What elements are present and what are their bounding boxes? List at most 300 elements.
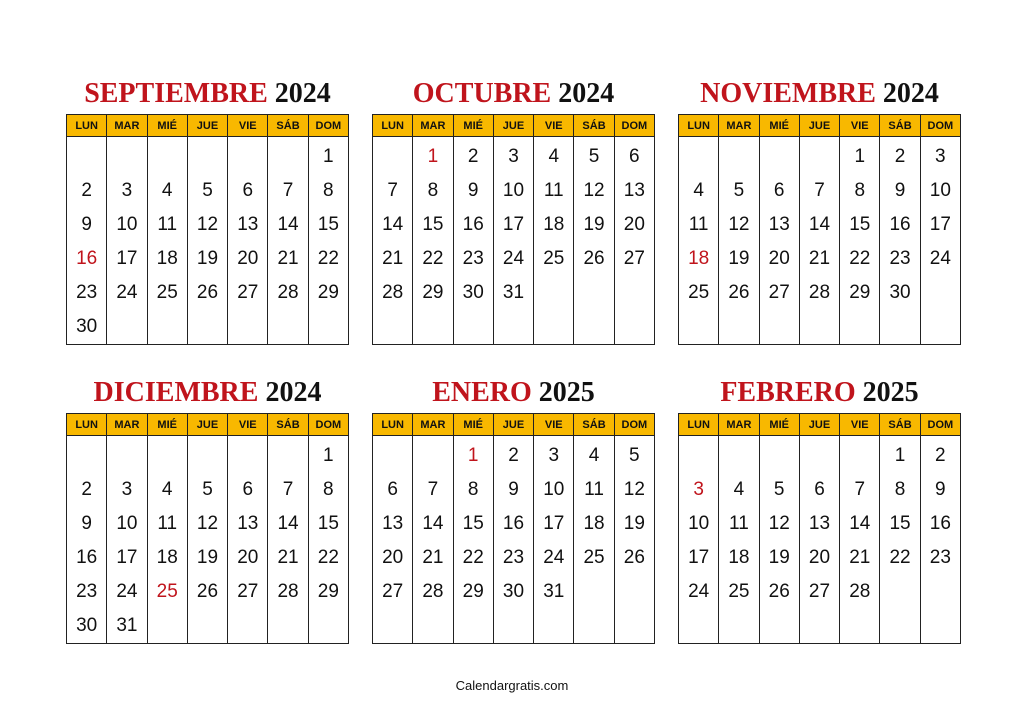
day-cell: 29: [413, 276, 453, 310]
empty-day-cell: [840, 609, 880, 644]
weekday-header-sat: SÁB: [574, 115, 614, 137]
day-cell: 19: [187, 541, 227, 575]
day-cell: 12: [574, 174, 614, 208]
day-cell: 11: [719, 507, 759, 541]
day-cell: 9: [67, 208, 107, 242]
weekday-header-fri: VIE: [534, 414, 574, 436]
day-cell: 21: [413, 541, 453, 575]
weekday-header-sat: SÁB: [574, 414, 614, 436]
day-cell: 30: [453, 276, 493, 310]
weekday-header-sun: DOM: [614, 414, 654, 436]
week-row: [373, 507, 655, 541]
weekday-header-wed: MIÉ: [147, 115, 187, 137]
empty-day-cell: [679, 609, 719, 644]
month-title: [372, 373, 655, 413]
day-cell: 14: [413, 507, 453, 541]
empty-day-cell: [614, 310, 654, 345]
weekday-header-tue: MAR: [719, 414, 759, 436]
weekday-header-sun: DOM: [920, 414, 960, 436]
day-cell: 23: [67, 276, 107, 310]
empty-day-cell: [920, 575, 960, 609]
holiday-day-cell: 1: [453, 436, 493, 474]
week-row: [67, 276, 349, 310]
empty-day-cell: [719, 310, 759, 345]
empty-day-cell: [228, 609, 268, 644]
weekday-header-fri: VIE: [228, 414, 268, 436]
weekday-header-wed: MIÉ: [147, 414, 187, 436]
week-row: [67, 242, 349, 276]
weekday-header-wed: MIÉ: [759, 115, 799, 137]
month-name: SEPTIEMBRE: [84, 78, 268, 109]
empty-day-cell: [493, 609, 533, 644]
day-cell: 16: [67, 541, 107, 575]
day-cell: 4: [679, 174, 719, 208]
week-row: [679, 609, 961, 644]
holiday-day-cell: 16: [67, 242, 107, 276]
month-grid: [372, 413, 655, 644]
day-cell: 21: [268, 541, 308, 575]
holiday-day-cell: 18: [679, 242, 719, 276]
day-cell: 2: [880, 137, 920, 175]
weekday-header-thu: JUE: [187, 414, 227, 436]
day-cell: 6: [759, 174, 799, 208]
day-cell: 10: [107, 208, 147, 242]
empty-day-cell: [268, 310, 308, 345]
day-cell: 4: [534, 137, 574, 175]
day-cell: 17: [107, 541, 147, 575]
day-cell: 20: [759, 242, 799, 276]
week-row: [67, 575, 349, 609]
day-cell: 26: [759, 575, 799, 609]
empty-day-cell: [679, 436, 719, 474]
holiday-day-cell: 25: [147, 575, 187, 609]
week-row: [373, 276, 655, 310]
weekday-header-mon: LUN: [373, 115, 413, 137]
day-cell: 21: [268, 242, 308, 276]
day-cell: 17: [679, 541, 719, 575]
weekday-header-row: [373, 115, 655, 137]
week-row: [373, 137, 655, 175]
day-cell: 15: [840, 208, 880, 242]
empty-day-cell: [719, 137, 759, 175]
weekday-header-sun: DOM: [920, 115, 960, 137]
day-cell: 26: [719, 276, 759, 310]
day-cell: 13: [759, 208, 799, 242]
empty-day-cell: [493, 310, 533, 345]
day-cell: 15: [413, 208, 453, 242]
empty-day-cell: [308, 609, 348, 644]
day-cell: 12: [187, 208, 227, 242]
day-cell: 29: [840, 276, 880, 310]
weekday-header-sat: SÁB: [268, 414, 308, 436]
empty-day-cell: [614, 575, 654, 609]
empty-day-cell: [799, 310, 839, 345]
weekday-header-sun: DOM: [308, 414, 348, 436]
empty-day-cell: [308, 310, 348, 345]
day-cell: 16: [920, 507, 960, 541]
day-cell: 4: [147, 473, 187, 507]
day-cell: 27: [373, 575, 413, 609]
day-cell: 27: [228, 276, 268, 310]
month-grid: [66, 413, 349, 644]
day-cell: 26: [574, 242, 614, 276]
day-cell: 9: [880, 174, 920, 208]
day-cell: 11: [534, 174, 574, 208]
day-cell: 5: [759, 473, 799, 507]
day-cell: 20: [228, 242, 268, 276]
day-cell: 25: [719, 575, 759, 609]
empty-day-cell: [759, 436, 799, 474]
day-cell: 8: [413, 174, 453, 208]
empty-day-cell: [679, 137, 719, 175]
day-cell: 6: [799, 473, 839, 507]
week-row: [67, 208, 349, 242]
month-year: 2024: [882, 78, 939, 109]
day-cell: 15: [308, 208, 348, 242]
day-cell: 17: [920, 208, 960, 242]
week-row: [373, 208, 655, 242]
empty-day-cell: [187, 609, 227, 644]
holiday-day-cell: 1: [413, 137, 453, 175]
day-cell: 31: [107, 609, 147, 644]
day-cell: 2: [453, 137, 493, 175]
day-cell: 23: [493, 541, 533, 575]
day-cell: 27: [614, 242, 654, 276]
empty-day-cell: [880, 609, 920, 644]
weekday-header-thu: JUE: [493, 115, 533, 137]
day-cell: 11: [574, 473, 614, 507]
day-cell: 19: [614, 507, 654, 541]
empty-day-cell: [920, 276, 960, 310]
empty-day-cell: [574, 575, 614, 609]
empty-day-cell: [268, 436, 308, 474]
empty-day-cell: [574, 310, 614, 345]
day-cell: 8: [840, 174, 880, 208]
empty-day-cell: [228, 436, 268, 474]
weekday-header-tue: MAR: [719, 115, 759, 137]
day-cell: 18: [147, 541, 187, 575]
empty-day-cell: [534, 310, 574, 345]
week-row: [373, 575, 655, 609]
day-cell: 25: [574, 541, 614, 575]
day-cell: 30: [67, 609, 107, 644]
day-cell: 1: [308, 137, 348, 175]
holiday-day-cell: 3: [679, 473, 719, 507]
empty-day-cell: [187, 137, 227, 175]
day-cell: 28: [268, 575, 308, 609]
weekday-header-sun: DOM: [614, 115, 654, 137]
day-cell: 9: [920, 473, 960, 507]
day-cell: 29: [308, 575, 348, 609]
day-cell: 3: [493, 137, 533, 175]
day-cell: 5: [614, 436, 654, 474]
day-cell: 28: [373, 276, 413, 310]
empty-day-cell: [799, 609, 839, 644]
day-cell: 5: [187, 473, 227, 507]
empty-day-cell: [799, 436, 839, 474]
weekday-header-fri: VIE: [534, 115, 574, 137]
day-cell: 4: [574, 436, 614, 474]
week-row: [679, 436, 961, 474]
day-cell: 9: [67, 507, 107, 541]
weekday-header-mon: LUN: [679, 414, 719, 436]
day-cell: 3: [107, 473, 147, 507]
day-cell: 12: [187, 507, 227, 541]
empty-day-cell: [67, 137, 107, 175]
day-cell: 7: [413, 473, 453, 507]
day-cell: 22: [453, 541, 493, 575]
day-cell: 24: [534, 541, 574, 575]
day-cell: 22: [413, 242, 453, 276]
day-cell: 24: [920, 242, 960, 276]
day-cell: 10: [534, 473, 574, 507]
weekday-header-sat: SÁB: [880, 115, 920, 137]
week-row: [679, 473, 961, 507]
week-row: [67, 473, 349, 507]
month-calendar-febrero: [678, 373, 961, 644]
empty-day-cell: [147, 310, 187, 345]
week-row: [67, 137, 349, 175]
week-row: [373, 242, 655, 276]
day-cell: 20: [228, 541, 268, 575]
week-row: [67, 174, 349, 208]
day-cell: 23: [920, 541, 960, 575]
day-cell: 9: [493, 473, 533, 507]
day-cell: 29: [308, 276, 348, 310]
day-cell: 8: [308, 473, 348, 507]
empty-day-cell: [574, 276, 614, 310]
day-cell: 8: [308, 174, 348, 208]
day-cell: 26: [614, 541, 654, 575]
empty-day-cell: [67, 436, 107, 474]
day-cell: 15: [453, 507, 493, 541]
month-grid: [66, 114, 349, 345]
day-cell: 14: [268, 507, 308, 541]
week-row: [679, 137, 961, 175]
week-row: [373, 436, 655, 474]
empty-day-cell: [453, 609, 493, 644]
day-cell: 31: [534, 575, 574, 609]
month-calendar-noviembre: [678, 74, 961, 345]
day-cell: 6: [373, 473, 413, 507]
month-calendar-diciembre: [66, 373, 349, 644]
day-cell: 11: [147, 208, 187, 242]
weekday-header-tue: MAR: [413, 414, 453, 436]
empty-day-cell: [373, 310, 413, 345]
day-cell: 10: [493, 174, 533, 208]
empty-day-cell: [187, 310, 227, 345]
day-cell: 21: [799, 242, 839, 276]
weekday-header-mon: LUN: [679, 115, 719, 137]
empty-day-cell: [920, 310, 960, 345]
empty-day-cell: [373, 137, 413, 175]
month-grid: [678, 413, 961, 644]
empty-day-cell: [759, 310, 799, 345]
weekday-header-wed: MIÉ: [453, 414, 493, 436]
day-cell: 7: [268, 473, 308, 507]
empty-day-cell: [413, 609, 453, 644]
week-row: [373, 174, 655, 208]
day-cell: 4: [719, 473, 759, 507]
empty-day-cell: [799, 137, 839, 175]
day-cell: 26: [187, 575, 227, 609]
day-cell: 11: [679, 208, 719, 242]
empty-day-cell: [759, 609, 799, 644]
day-cell: 19: [574, 208, 614, 242]
day-cell: 13: [373, 507, 413, 541]
empty-day-cell: [534, 276, 574, 310]
weekday-header-wed: MIÉ: [453, 115, 493, 137]
empty-day-cell: [534, 609, 574, 644]
day-cell: 18: [147, 242, 187, 276]
weekday-header-mon: LUN: [373, 414, 413, 436]
day-cell: 18: [719, 541, 759, 575]
day-cell: 15: [308, 507, 348, 541]
day-cell: 30: [880, 276, 920, 310]
month-calendar-enero: [372, 373, 655, 644]
weekday-header-fri: VIE: [840, 414, 880, 436]
week-row: [679, 507, 961, 541]
week-row: [679, 541, 961, 575]
day-cell: 23: [67, 575, 107, 609]
month-year: 2025: [862, 377, 919, 408]
day-cell: 1: [840, 137, 880, 175]
weekday-header-thu: JUE: [799, 414, 839, 436]
day-cell: 20: [373, 541, 413, 575]
day-cell: 25: [534, 242, 574, 276]
day-cell: 7: [268, 174, 308, 208]
month-grid: [372, 114, 655, 345]
day-cell: 30: [493, 575, 533, 609]
weekday-header-fri: VIE: [840, 115, 880, 137]
day-cell: 28: [799, 276, 839, 310]
month-year: 2025: [538, 377, 595, 408]
day-cell: 24: [107, 575, 147, 609]
day-cell: 13: [799, 507, 839, 541]
empty-day-cell: [107, 137, 147, 175]
weekday-header-thu: JUE: [493, 414, 533, 436]
empty-day-cell: [719, 609, 759, 644]
weekday-header-thu: JUE: [799, 115, 839, 137]
empty-day-cell: [147, 609, 187, 644]
week-row: [373, 473, 655, 507]
day-cell: 13: [228, 507, 268, 541]
empty-day-cell: [614, 609, 654, 644]
empty-day-cell: [880, 575, 920, 609]
day-cell: 3: [107, 174, 147, 208]
day-cell: 27: [799, 575, 839, 609]
day-cell: 3: [920, 137, 960, 175]
month-calendar-septiembre: [66, 74, 349, 345]
day-cell: 28: [268, 276, 308, 310]
month-name: NOVIEMBRE: [700, 78, 876, 109]
month-name: ENERO: [432, 377, 532, 408]
week-row: [67, 310, 349, 345]
month-title: [372, 74, 655, 114]
day-cell: 16: [453, 208, 493, 242]
empty-day-cell: [614, 276, 654, 310]
day-cell: 26: [187, 276, 227, 310]
empty-day-cell: [840, 310, 880, 345]
weekday-header-tue: MAR: [107, 414, 147, 436]
empty-day-cell: [373, 436, 413, 474]
weekday-header-sat: SÁB: [880, 414, 920, 436]
month-year: 2024: [265, 377, 322, 408]
weekday-header-row: [679, 115, 961, 137]
day-cell: 22: [308, 242, 348, 276]
empty-day-cell: [107, 310, 147, 345]
day-cell: 5: [187, 174, 227, 208]
day-cell: 24: [107, 276, 147, 310]
day-cell: 14: [373, 208, 413, 242]
month-name: DICIEMBRE: [93, 377, 259, 408]
weekday-header-wed: MIÉ: [759, 414, 799, 436]
day-cell: 14: [799, 208, 839, 242]
empty-day-cell: [107, 436, 147, 474]
empty-day-cell: [679, 310, 719, 345]
day-cell: 10: [920, 174, 960, 208]
day-cell: 25: [147, 276, 187, 310]
day-cell: 20: [799, 541, 839, 575]
weekday-header-tue: MAR: [413, 115, 453, 137]
day-cell: 8: [880, 473, 920, 507]
day-cell: 22: [880, 541, 920, 575]
footer-credit: Calendargratis.com: [455, 678, 569, 693]
day-cell: 20: [614, 208, 654, 242]
weekday-header-thu: JUE: [187, 115, 227, 137]
weekday-header-row: [679, 414, 961, 436]
weekday-header-sun: DOM: [308, 115, 348, 137]
day-cell: 18: [574, 507, 614, 541]
day-cell: 17: [493, 208, 533, 242]
week-row: [67, 436, 349, 474]
day-cell: 22: [308, 541, 348, 575]
empty-day-cell: [373, 609, 413, 644]
day-cell: 27: [759, 276, 799, 310]
empty-day-cell: [880, 310, 920, 345]
empty-day-cell: [147, 137, 187, 175]
weekday-header-sat: SÁB: [268, 115, 308, 137]
day-cell: 18: [534, 208, 574, 242]
day-cell: 12: [759, 507, 799, 541]
day-cell: 30: [67, 310, 107, 345]
weekday-header-mon: LUN: [67, 414, 107, 436]
month-name: OCTUBRE: [412, 78, 552, 109]
day-cell: 16: [880, 208, 920, 242]
day-cell: 14: [840, 507, 880, 541]
empty-day-cell: [228, 137, 268, 175]
day-cell: 25: [679, 276, 719, 310]
empty-day-cell: [413, 310, 453, 345]
weekday-header-row: [67, 414, 349, 436]
week-row: [67, 609, 349, 644]
day-cell: 23: [453, 242, 493, 276]
month-year: 2024: [274, 78, 331, 109]
week-row: [679, 310, 961, 345]
week-row: [679, 174, 961, 208]
month-grid: [678, 114, 961, 345]
empty-day-cell: [187, 436, 227, 474]
day-cell: 19: [187, 242, 227, 276]
week-row: [67, 507, 349, 541]
day-cell: 28: [840, 575, 880, 609]
week-row: [373, 609, 655, 644]
month-title: [678, 373, 961, 413]
day-cell: 2: [67, 174, 107, 208]
week-row: [67, 541, 349, 575]
day-cell: 5: [719, 174, 759, 208]
month-name: FEBRERO: [720, 377, 856, 408]
